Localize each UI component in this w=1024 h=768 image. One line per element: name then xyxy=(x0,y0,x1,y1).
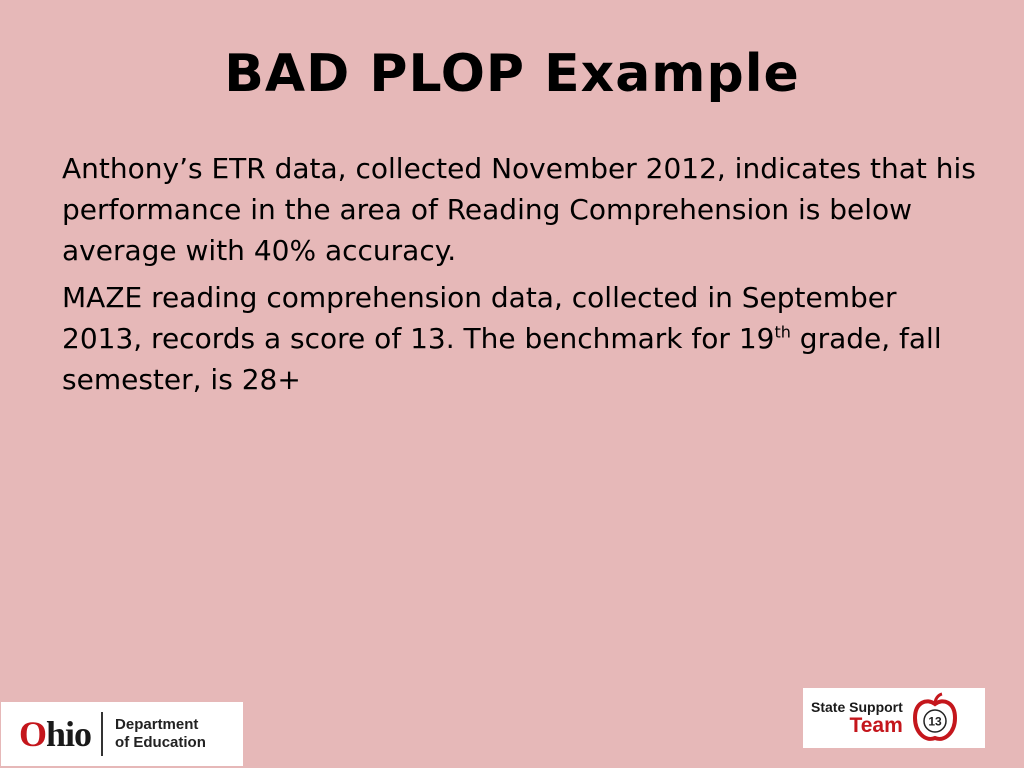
paragraph-maze-text: MAZE reading comprehension data, collected in September 2013, records a score of 13. The benchmark for 19 xyxy=(62,281,897,355)
ohio-dept-line1: Department xyxy=(115,716,199,733)
slide-title: BAD PLOP Example xyxy=(224,44,800,104)
paragraph-etr: Anthony’s ETR data, collected November 2012, indicates that his performance in the area of Reading Comprehension is below average with 40% accuracy. xyxy=(62,152,976,267)
paragraph-maze xyxy=(62,277,982,400)
paragraph-maze-text-end: grade, fall semester, is 28+ xyxy=(62,322,942,396)
ohio-wordmark-o: O xyxy=(19,714,47,754)
apple-icon xyxy=(907,690,963,746)
ohio-department-of-education-logo xyxy=(1,702,243,766)
ordinal-superscript: th xyxy=(774,322,791,342)
logo-divider xyxy=(101,712,103,756)
ohio-dept-line2: of Education xyxy=(115,734,206,751)
ohio-dept-text xyxy=(115,716,206,752)
slide-body xyxy=(62,148,982,406)
sst-text xyxy=(811,699,903,737)
sst-line2: Team xyxy=(849,714,903,737)
sst-number: 13 xyxy=(928,714,942,729)
state-support-team-logo xyxy=(803,688,985,748)
sst-line1: State Support xyxy=(811,699,903,715)
ohio-wordmark xyxy=(19,713,91,755)
ohio-wordmark-rest: hio xyxy=(46,714,92,754)
